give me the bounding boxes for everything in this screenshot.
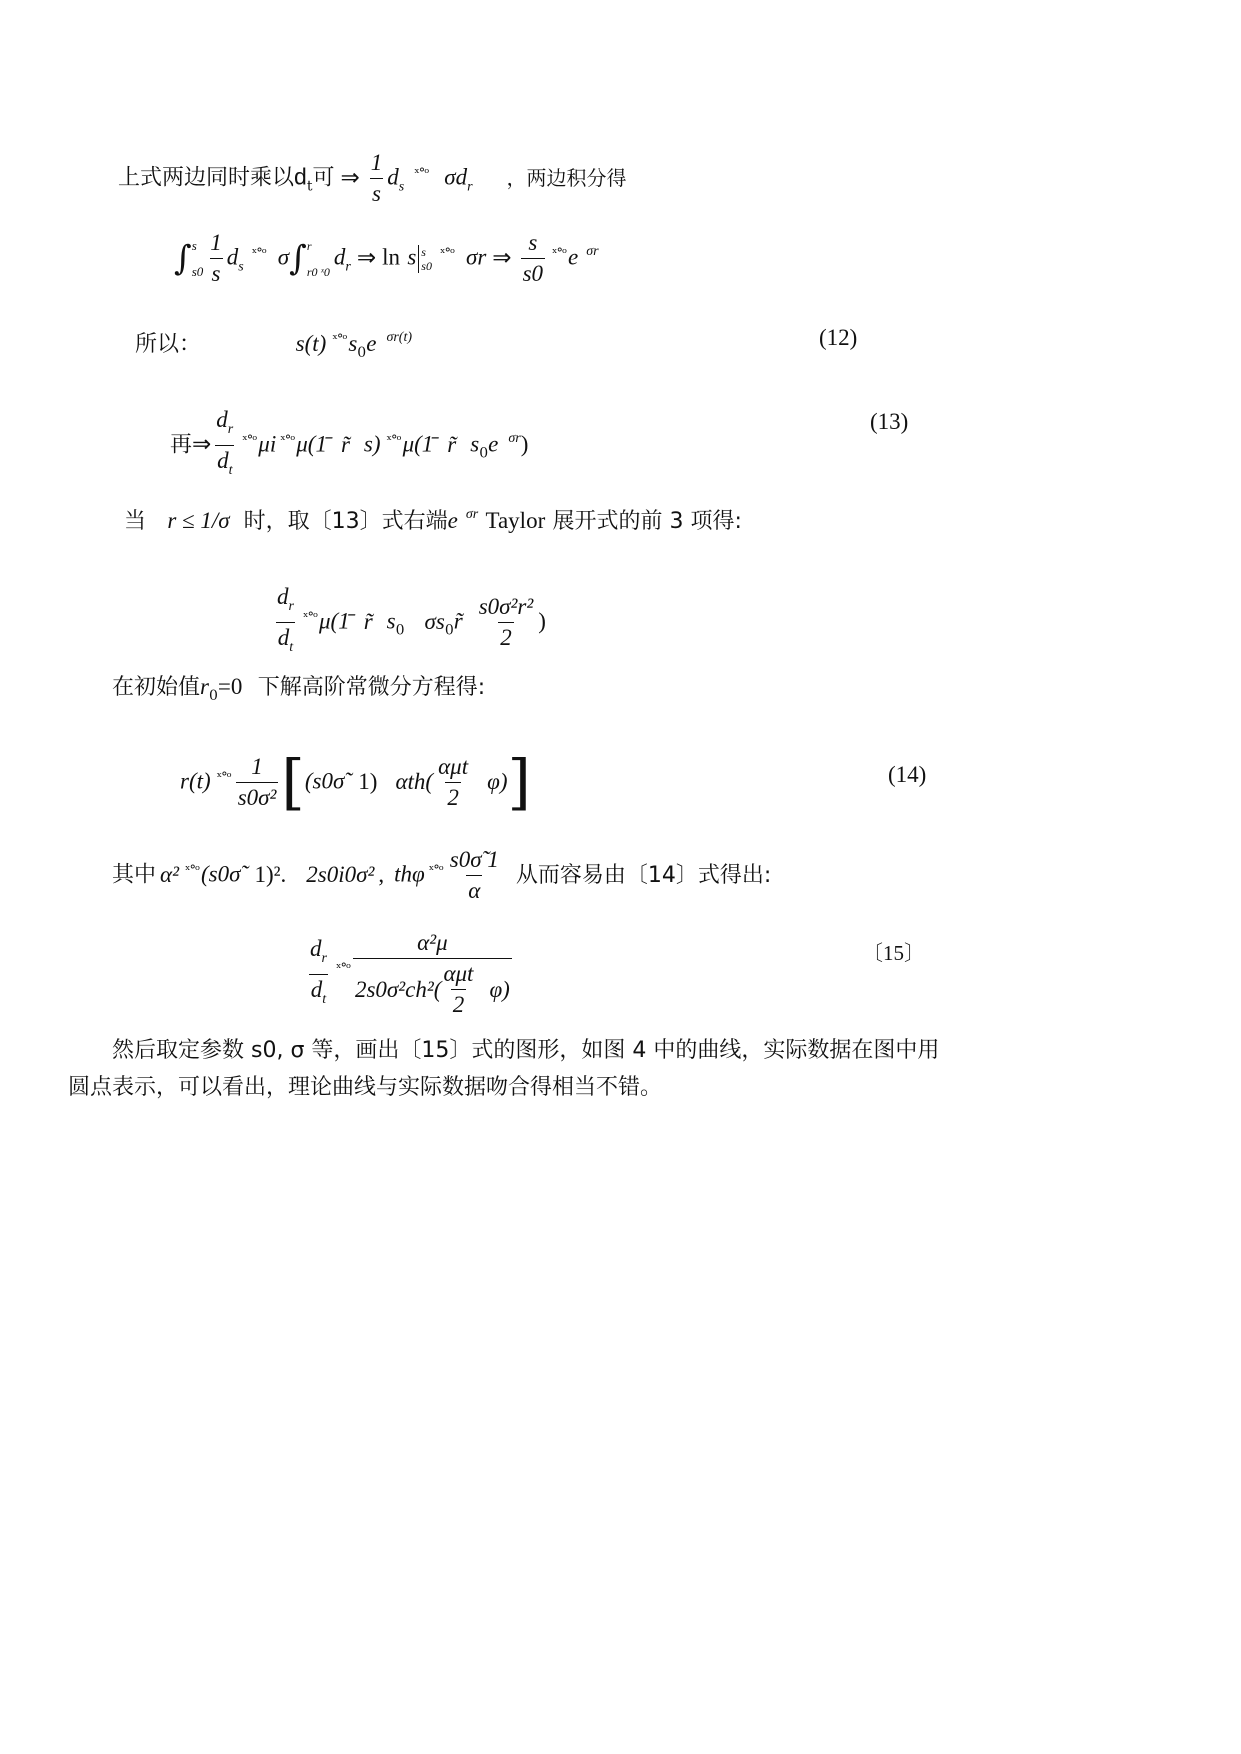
garbled-glyph: ˣ°ᵒ [302,609,317,625]
mu-term-1: μ(1̄ [296,431,327,457]
garbled-glyph: ˣ°ᵒ [414,165,429,181]
fraction-dr-dt: $\frac{d_r}{d_t}$ [308,934,329,1015]
sigma-s0: σs [424,608,445,634]
label-suoyi: 所以： [135,332,202,357]
equation-number-12: (12) [819,325,858,350]
equation-number-14: (14) [888,762,927,787]
expr-2: 1)². [254,861,287,887]
ln-operator: ln [382,244,401,270]
s0-symbol: s [348,331,358,356]
s0-symbol: s [386,608,396,634]
integral-limits-1: s s0 [191,237,204,279]
equation-line-4 [170,405,528,486]
garbled-glyph: ˣ°ᵒ [552,245,567,261]
equation-line-2 [174,228,599,289]
comma: , [378,861,385,887]
fraction-1-over-s: $\frac{1}{s}$ [208,228,224,289]
exponent: σr [465,507,479,522]
equals-zero: =0 [217,674,243,699]
fraction-derivative: α²μ 2s0σ²ch²( $\frac{\text{αμt}}{2}$ φ) [353,928,512,1020]
expr-3: 2s0i0σ² [306,861,375,887]
sigma-s0-subscript: 0 [444,622,454,639]
equation-number-15: 〔15〕 [862,941,925,965]
text-suffix: 下解高阶常微分方程得: [257,675,486,700]
r0-symbol: r [200,674,209,699]
dt-symbol: d [294,163,307,190]
close-paren: ) [538,608,546,634]
text-suffix: 从而容易由〔14〕式得出: [515,862,772,888]
garbled-glyph: ˣ°ᵒ [335,961,350,976]
text-line-9 [112,845,771,906]
fraction-one-over-s: $\frac{1}{s}$ [369,148,385,209]
r-of-t: r(t) [180,768,211,794]
equation-line-3 [135,323,412,368]
sigma-symbol: σ [444,164,456,190]
text-suffix: 展开式的前 3 项得: [552,509,742,534]
text-prefix: 在初始值 [112,675,201,700]
ds-symbol: d [226,244,239,270]
equation-line-8 [180,747,531,818]
ds-subscript: s [238,259,244,275]
exp-e: e [568,244,579,270]
garbled-glyph: ˣ°ᵒ [216,769,231,785]
fraction-alpha-mu-t: $\frac{\text{αμt}}{2}$ [436,752,470,813]
text-zai: 再 [170,432,193,458]
fraction-dr-dt: $\frac{d_r}{d_t}$ [214,405,235,486]
integral-limits-2: r r0 ˣ0 [306,238,330,279]
sigma-r: σr [465,244,487,270]
text-prefix: 上式两边同时乘以 [118,165,295,191]
fraction-dr-dt: $\frac{d_r}{d_t}$ [275,582,296,663]
ln-argument: s [407,244,417,270]
dr-symbol: d [333,244,346,270]
garbled-glyph: ˣ°ᵒ [428,862,443,878]
exp-e: e [488,431,499,457]
s0-subscript: 0 [357,345,367,361]
garbled-glyph: ˣ°ᵒ [242,432,257,448]
implies-arrow-2: ⇒ [492,244,512,270]
exponent: σr [586,243,599,259]
garbled-glyph: ˣ°ᵒ [184,862,200,878]
s-of-t: s(t) [295,331,327,356]
left-bracket: [ [281,747,305,818]
sigma-symbol: σ [277,244,290,270]
s0-symbol: s [470,431,480,457]
exponent: σr [508,430,521,446]
exp-e: e [366,331,377,356]
r-tilde-2: r̃ [447,431,457,457]
text-taylor: Taylor [485,508,546,533]
garbled-glyph: ˣ°ᵒ [386,432,401,448]
equation-line-6 [272,582,546,663]
dr-subscript: r [467,179,473,195]
fraction-1-over-s0-sigma2: $\frac{1}{\text{s0σ²}}$ [236,752,279,813]
garbled-glyph: ˣ°ᵒ [332,332,347,347]
phi-close: φ) [487,768,508,794]
text-line-5 [124,500,742,537]
equation-line-1 [118,148,627,209]
right-bracket: ] [507,747,531,818]
implies-arrow: ⇒ [340,164,360,190]
dt-subscript: t [306,178,313,195]
integral-sign-2: ∫ [289,238,307,279]
integral-sign-1: ∫ [174,238,192,279]
paragraph-line-1: 然后取定参数 s0, σ 等，画出〔15〕式的图形，如图 4 中的曲线，实际数据在图中用 [112,1038,940,1063]
r-tilde-2: r̃ [453,608,463,634]
inner-term-2: 1) [358,768,378,794]
s-close: s) [363,431,381,457]
equation-line-10 [305,928,515,1020]
ds-subscript: s [398,179,405,195]
ds-symbol: d [387,164,399,190]
r0-subscript: 0 [208,688,218,704]
implies-arrow: ⇒ [192,431,212,457]
garbled-glyph: ˣ°ᵒ [251,245,266,261]
mu-i: μi [258,431,277,457]
s0-subscript: 0 [395,622,405,639]
r-tilde: r̃ [363,608,373,634]
th-phi: thφ [394,861,425,887]
text-suffix: ，两边积分得 [506,165,627,190]
exp-e: e [447,508,458,533]
fraction-th-phi: $\frac{s0\sigmã 1}{\alpha}$ [448,845,501,906]
inner-term-3: αth( [395,768,434,794]
implies-arrow-1: ⇒ [356,244,377,270]
r-tilde-1: r̃ [340,431,350,457]
expr-1: (s0σ̃ [201,861,241,887]
fraction-taylor-term: $\frac{\text{s0σ²r²}}{2}$ [477,592,536,653]
text-middle: 时，取〔13〕式右端 [243,509,448,534]
text-dang: 当 [124,509,147,534]
text-qizhong: 其中 [112,862,157,888]
fraction-s-over-s0: $\frac{s}{s0}$ [521,228,545,289]
dr-symbol: d [455,164,468,190]
condition: r ≤ 1/σ [167,508,230,533]
equation-number-13: (13) [870,409,909,434]
paragraph-line-2: 圆点表示，可以看出，理论曲线与实际数据吻合得相当不错。 [68,1075,663,1100]
text-line-7 [112,672,485,711]
text-ke: 可 [312,165,335,191]
close-paren: ) [520,431,529,457]
garbled-glyph: ˣ°ᵒ [439,245,454,261]
s0-subscript: 0 [479,445,489,462]
mu-term-2: μ(1̄ [402,431,434,457]
inner-term-1: (s0σ̃ [304,768,345,794]
garbled-glyph: ˣ°ᵒ [280,432,295,448]
alpha-squared: α² [160,861,179,887]
exponent: σr(t) [386,330,413,345]
dr-subscript: r [345,259,351,275]
mu-term: μ(1̄ [318,608,350,634]
evaluation-bar: s s0 [418,245,432,273]
